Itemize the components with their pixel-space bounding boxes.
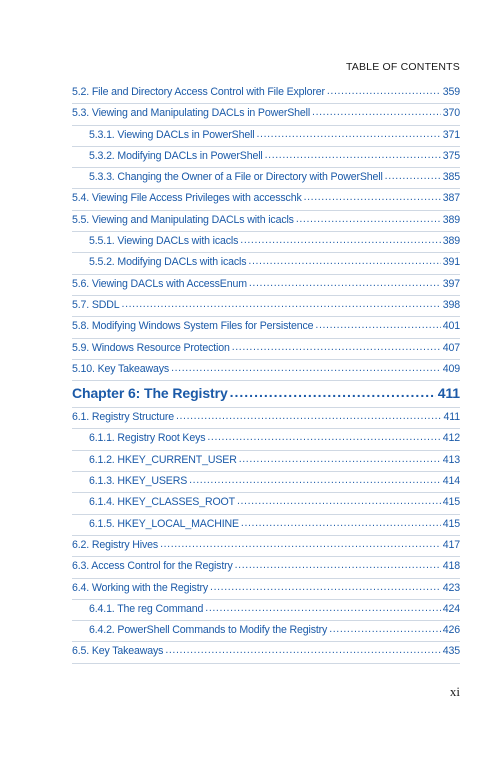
toc-entry-page: 414 [442, 475, 460, 488]
dot-leader [160, 538, 441, 550]
toc-entry[interactable] [72, 557, 460, 578]
dot-leader [312, 106, 441, 118]
toc-entry[interactable] [72, 253, 460, 274]
dot-leader [176, 410, 442, 422]
toc-entry-page: 426 [442, 624, 460, 637]
toc-entry-title: 6.5. Key Takeaways [72, 645, 164, 658]
toc-entry-page: 409 [442, 362, 460, 375]
toc-entry-page: 415 [442, 517, 460, 530]
dot-leader [122, 298, 441, 310]
toc-entry-title: 6.1.2. HKEY_CURRENT_USER [89, 453, 237, 466]
toc-entry-page: 424 [442, 602, 460, 615]
toc-entry-title: 5.10. Key Takeaways [72, 362, 170, 375]
toc-entry[interactable] [72, 211, 460, 232]
toc-entry-title: 5.5.1. Viewing DACLs with icacls [89, 235, 239, 248]
toc-entry[interactable] [72, 126, 460, 147]
toc-entry[interactable] [72, 408, 460, 429]
toc-entry-page: 412 [442, 432, 460, 445]
dot-leader [248, 255, 440, 267]
toc-entry-page: 385 [442, 171, 460, 184]
toc-entry[interactable] [72, 579, 460, 600]
toc-entry-page: 391 [442, 256, 460, 269]
toc-entry-title: Chapter 6: The Registry [72, 385, 228, 402]
toc-entry-title: 5.5.2. Modifying DACLs with icacls [89, 256, 247, 269]
dot-leader [249, 277, 441, 289]
dot-leader [240, 234, 440, 246]
toc-entry-page: 359 [442, 86, 460, 98]
toc-entry[interactable] [72, 451, 460, 472]
dot-leader [171, 362, 441, 374]
toc-entry-page: 389 [442, 235, 460, 248]
running-header: TABLE OF CONTENTS [345, 61, 460, 73]
toc-entry-title: 5.3.2. Modifying DACLs in PowerShell [89, 149, 263, 162]
toc-entry[interactable] [72, 104, 460, 125]
dot-leader [205, 602, 440, 614]
toc-entry-page: 411 [437, 385, 460, 402]
toc-entry[interactable] [72, 296, 460, 317]
toc-entry-title: 5.7. SDDL [72, 298, 120, 311]
toc-entry-title: 6.4. Working with the Registry [72, 581, 209, 594]
toc-entry-title: 6.4.1. The reg Command [89, 602, 204, 615]
toc-entry[interactable] [72, 275, 460, 296]
dot-leader [237, 495, 441, 507]
toc-entry-title: 5.9. Windows Resource Protection [72, 341, 230, 354]
toc-entry-title: 6.3. Access Control for the Registry [72, 560, 233, 573]
toc-chapter-entry[interactable] [72, 381, 460, 408]
dot-leader [235, 559, 441, 571]
toc-entry-title: 5.3. Viewing and Manipulating DACLs in PowerShell [72, 107, 311, 120]
toc-entry-title: 5.4. Viewing File Access Privileges with accesschk [72, 192, 302, 205]
toc-entry[interactable] [72, 621, 460, 642]
dot-leader [189, 474, 441, 486]
toc-entry-title: 6.1.3. HKEY_USERS [89, 475, 188, 488]
dot-leader [210, 581, 441, 593]
toc-entry-title: 5.8. Modifying Windows System Files for Persistence [72, 320, 314, 333]
toc-entry-page: 387 [442, 192, 460, 205]
toc-entry-page: 407 [442, 341, 460, 354]
toc-entry-page: 411 [443, 411, 460, 424]
toc-entry[interactable] [72, 83, 460, 104]
dot-leader [296, 213, 441, 225]
dot-leader [232, 341, 441, 353]
toc-entry-title: 5.2. File and Directory Access Control with File Explorer [72, 86, 325, 98]
toc-entry-page: 375 [442, 149, 460, 162]
dot-leader [239, 453, 441, 465]
dot-leader [256, 128, 440, 140]
toc-entry-page: 401 [442, 320, 460, 333]
dot-leader [315, 319, 440, 331]
toc-entry-page: 398 [442, 298, 460, 311]
toc-entry-title: 6.1.1. Registry Root Keys [89, 432, 206, 445]
toc-entry[interactable] [72, 147, 460, 168]
toc-entry[interactable] [72, 493, 460, 514]
toc-entry-title: 5.3.1. Viewing DACLs in PowerShell [89, 128, 255, 141]
toc-entry[interactable] [72, 429, 460, 450]
dot-leader [304, 191, 441, 203]
toc-entry-title: 6.1. Registry Structure [72, 411, 174, 424]
toc-entry-page: 435 [442, 645, 460, 658]
dot-leader [329, 623, 441, 635]
dot-leader [230, 384, 436, 400]
toc-entry[interactable] [72, 360, 460, 381]
toc-entry-title: 5.3.3. Changing the Owner of a File or Directory with PowerShell [89, 171, 383, 184]
dot-leader [207, 431, 440, 443]
page-number: xi [449, 684, 460, 699]
toc-entry[interactable] [72, 515, 460, 536]
toc-entry[interactable] [72, 189, 460, 210]
toc-entry-page: 417 [442, 538, 460, 551]
toc-entry[interactable] [72, 317, 460, 338]
toc-entry[interactable] [72, 536, 460, 557]
toc-entry-page: 389 [442, 213, 460, 226]
toc-entry[interactable] [72, 168, 460, 189]
toc-entry[interactable] [72, 642, 460, 663]
dot-leader [327, 85, 441, 97]
toc-entry[interactable] [72, 232, 460, 253]
dot-leader [241, 517, 441, 529]
toc-entry-title: 5.6. Viewing DACLs with AccessEnum [72, 277, 247, 290]
toc-entry-page: 418 [442, 560, 460, 573]
toc-entry-title: 6.2. Registry Hives [72, 538, 159, 551]
toc-entry-page: 371 [442, 128, 460, 141]
toc-entry-page: 413 [442, 453, 460, 466]
toc-entry-title: 6.4.2. PowerShell Commands to Modify the Registry [89, 624, 328, 637]
dot-leader [385, 170, 441, 182]
toc-entry-title: 6.1.5. HKEY_LOCAL_MACHINE [89, 517, 239, 530]
toc-entry-page: 370 [442, 107, 460, 120]
dot-leader [265, 149, 441, 161]
toc-entry-title: 5.5. Viewing and Manipulating DACLs with icacls [72, 213, 294, 226]
toc-entry[interactable] [72, 600, 460, 621]
toc-entry[interactable] [72, 472, 460, 493]
toc-entry-page: 415 [442, 496, 460, 509]
toc-entry-page: 397 [442, 277, 460, 290]
toc-entry[interactable] [72, 339, 460, 360]
toc-entry-title: 6.1.4. HKEY_CLASSES_ROOT [89, 496, 235, 509]
toc-entry-page: 423 [442, 581, 460, 594]
table-of-contents [72, 83, 460, 664]
dot-leader [165, 644, 440, 656]
